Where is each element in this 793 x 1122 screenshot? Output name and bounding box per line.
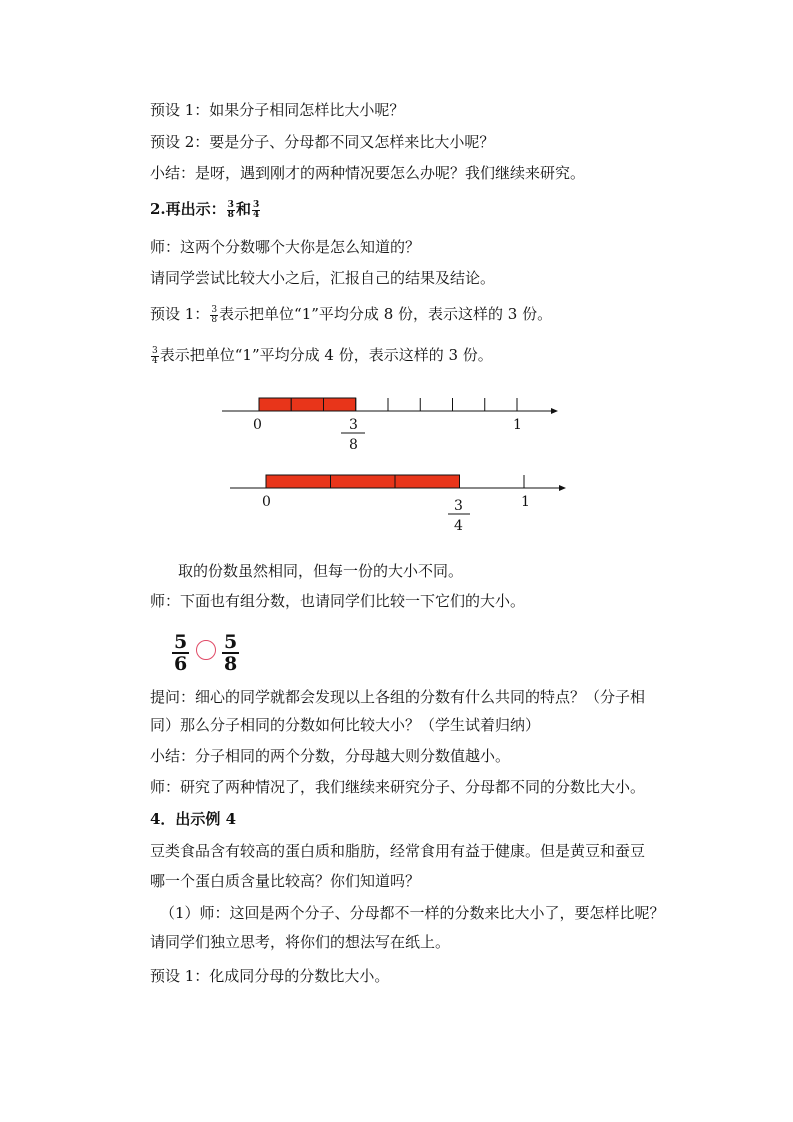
fraction-3-8: $\frac{3}{8}$ [227, 199, 234, 220]
fraction-denominator: 8 [349, 437, 358, 453]
axis-arrow [551, 408, 558, 414]
paragraph-step1-line2: 请同学们独立思考，将你们的想法写在纸上。 [150, 933, 451, 951]
fraction-numerator: 3 [454, 498, 463, 514]
filled-segment [331, 475, 396, 488]
paragraph-hypothesis-1: 预设 1：如果分子相同怎样比大小呢？ [150, 101, 405, 119]
paragraph-observation: 取的份数虽然相同，但每一份的大小不同。 [178, 562, 464, 580]
fraction-5-6: $\frac{5}{6}$ [174, 631, 188, 675]
filled-segment [324, 398, 356, 411]
paragraph-instruction: 请同学尝试比较大小之后，汇报自己的结果及结论。 [150, 269, 496, 287]
heading-connector: 和 [235, 200, 251, 218]
fraction-3-4-inline: $\frac{3}{4}$ [152, 345, 158, 366]
paragraph-teacher-question: 师：这两个分数哪个大你是怎么知道的？ [150, 238, 421, 256]
one-label: 1 [513, 417, 522, 433]
heading-prefix: 2.再出示： [150, 200, 226, 218]
paragraph-summary-1: 小结：是呀，遇到刚才的两种情况要怎么办呢？我们继续来研究。 [150, 164, 586, 182]
paragraph-question-line1: 提问：细心的同学就都会发现以上各组的分数有什么共同的特点？（分子相 [150, 688, 646, 706]
axis-arrow [559, 485, 566, 491]
paragraph-hypothesis-common-denominator: 预设 1：化成同分母的分数比大小。 [150, 967, 390, 985]
zero-label: 0 [253, 417, 262, 433]
number-line-eighths [0, 390, 793, 460]
fraction-5-8: $\frac{5}{8}$ [224, 631, 238, 675]
one-label: 1 [521, 494, 530, 510]
filled-segment [259, 398, 291, 411]
heading-show-fractions [150, 200, 261, 220]
paragraph-beans-line1: 豆类食品含有较高的蛋白质和脂肪，经常食用有益于健康。但是黄豆和蚕豆 [150, 842, 646, 860]
filled-segment [266, 475, 331, 488]
filled-segment [291, 398, 323, 411]
number-line-quarters [0, 465, 793, 545]
paragraph-explain-3-4: $\frac{3}{4}$ 表示把单位“1”平均分成 4 份，表示这样的 3 份。 [152, 345, 493, 366]
compare-circle [196, 640, 216, 660]
paragraph-teacher-transition: 师：研究了两种情况了，我们继续来研究分子、分母都不同的分数比大小。 [150, 778, 646, 796]
heading-example-4: 4．出示例 4 [150, 810, 237, 828]
fraction-denominator: 4 [454, 518, 463, 534]
fraction-3-8-inline: $\frac{3}{8}$ [211, 304, 218, 325]
filled-segment [395, 475, 460, 488]
paragraph-summary-2: 小结：分子相同的两个分数，分母越大则分数值越小。 [150, 747, 511, 765]
zero-label: 0 [262, 494, 271, 510]
paragraph-step1-line1: （1）师：这回是两个分子、分母都不一样的分数来比大小了，要怎样比呢？ [160, 904, 665, 922]
fraction-3-4: $\frac{3}{4}$ [252, 199, 260, 220]
paragraph-hypothesis-3-8: 预设 1： $\frac{3}{8}$ 表示把单位“1”平均分成 8 份，表示这样的 3 份。 [150, 304, 553, 325]
fraction-numerator: 3 [349, 417, 358, 433]
paragraph-hypothesis-2: 预设 2：要是分子、分母都不同又怎样来比大小呢？ [150, 133, 495, 151]
paragraph-teacher-prompt: 师：下面也有组分数，也请同学们比较一下它们的大小。 [150, 592, 526, 610]
paragraph-beans-line2: 哪一个蛋白质含量比较高？你们知道吗？ [150, 872, 421, 890]
paragraph-question-line2: 同）那么分子相同的分数如何比较大小？（学生试着归纳） [150, 716, 541, 734]
